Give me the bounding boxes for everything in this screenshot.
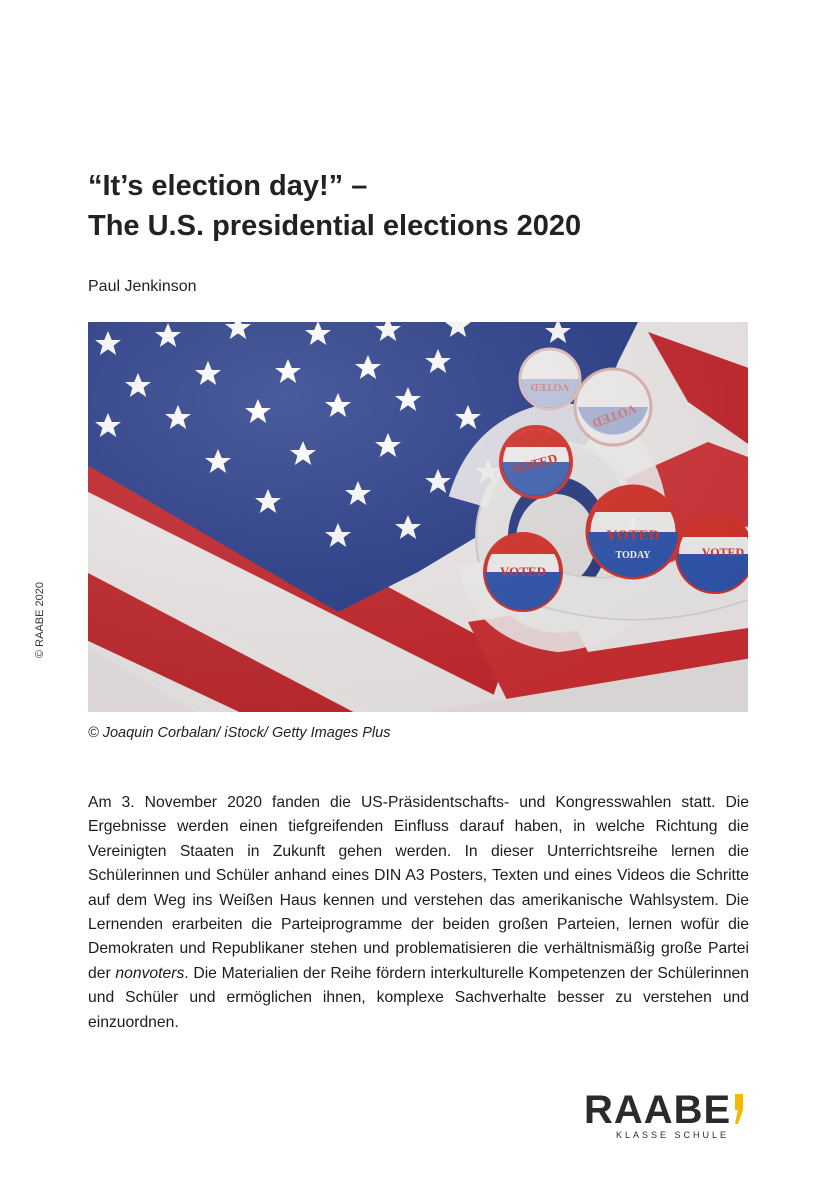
logo-wordmark: RAABE (584, 1088, 732, 1132)
intro-text-part-2: . Die Materialien der Reihe fördern interkulturelle Kompetenzen der Schülerinnen und Schüler und ermöglichen ihnen, komplexe Sachverhalte besser zu verstehen und einzuordnen. (88, 964, 749, 1031)
image-caption: © Joaquin Corbalan/ iStock/ Getty Images Plus (88, 725, 391, 741)
logo-comma-icon (734, 1094, 744, 1124)
author-name: Paul Jenkinson (88, 278, 197, 295)
raabe-logo (584, 1088, 754, 1144)
logo-tagline: KLASSE SCHULE (616, 1130, 730, 1140)
title-line-2: The U.S. presidential elections 2020 (88, 210, 582, 242)
side-copyright: © RAABE 2020 (34, 582, 46, 658)
intro-text-part-1: Am 3. November 2020 fanden die US-Präsidentschafts- und Kongresswahlen statt. Die Ergebnisse werden einen tiefgreifenden Einfluss darauf haben, in welche Richtung die Vereinigten Staaten in Zukunft gehen werden. In dieser Unterrichtsreihe lernen die Schülerinnen und Schüler anhand eines DIN A3 Posters, Texten und eines Videos die Schritte auf dem Weg ins Weißen Haus kennen und verstehen das amerikanische Wahlsystem. Die Lernenden erarbeiten die Parteiprogramme der beiden großen Parteien, lernen wofür die Demokraten und Republikaner stehen und problematisieren die verhältnismäßig große Partei der (88, 794, 749, 982)
page-title (88, 166, 728, 246)
flag-and-stickers-image (88, 322, 748, 712)
title-line-1: “It’s election day!” – (88, 170, 368, 202)
intro-paragraph (88, 791, 749, 1035)
cover-photo (88, 322, 748, 712)
intro-text-emphasis: nonvoters (115, 964, 185, 982)
